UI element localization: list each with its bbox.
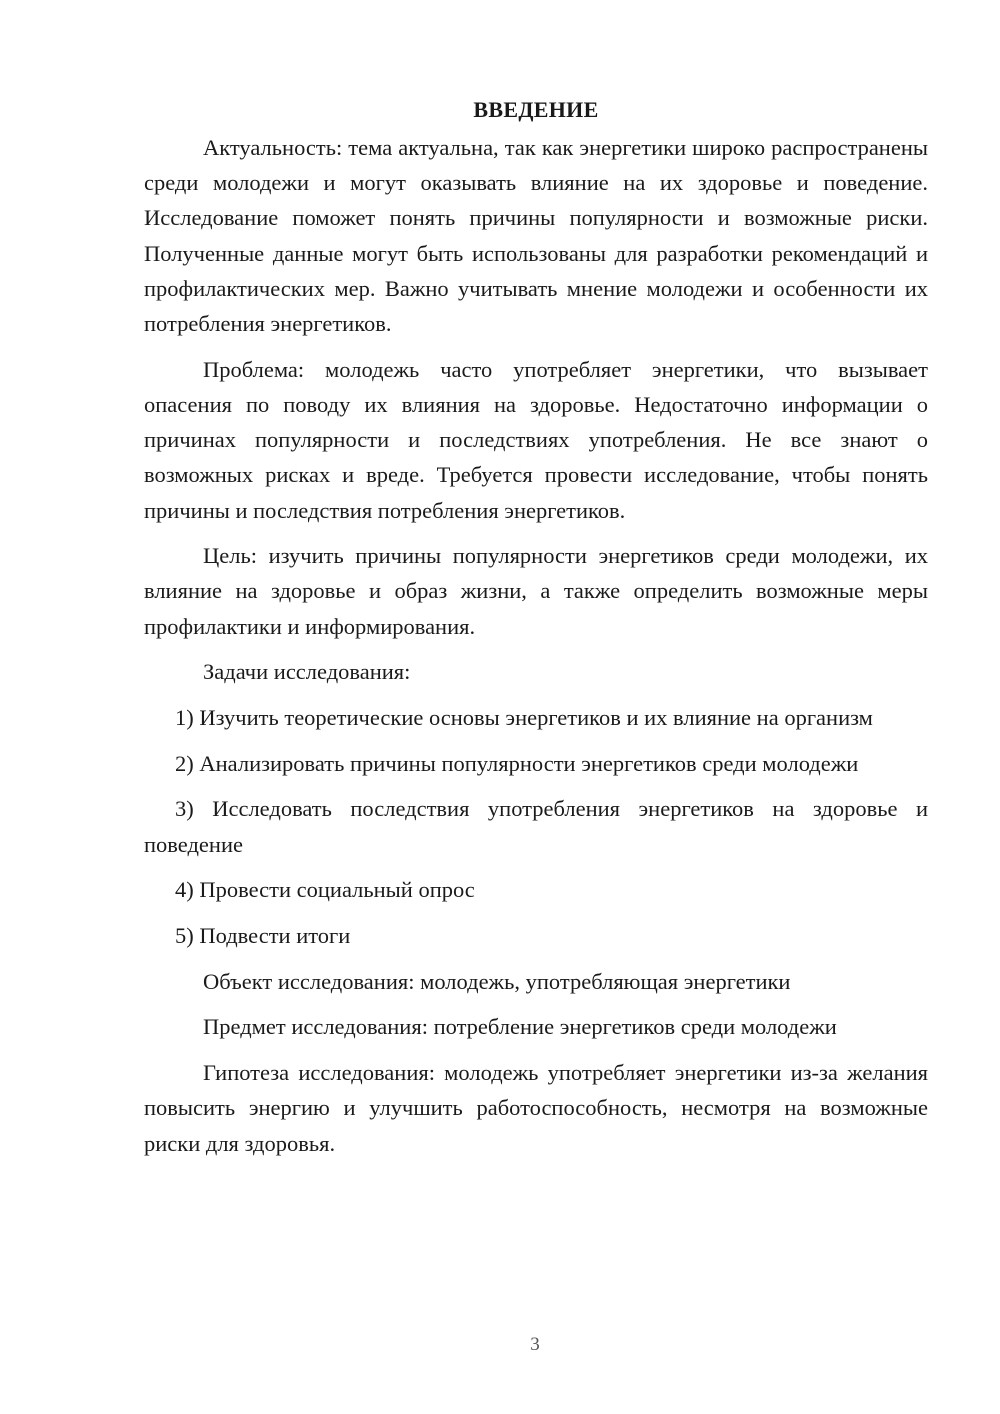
paragraph-object: Объект исследования: молодежь, употребляющая энергетики [203, 968, 791, 994]
page-number: 3 [530, 1334, 540, 1355]
task-item-3: 3) Исследовать последствия употребления энергетиков на здоровье и поведение [144, 796, 928, 857]
task-item-5: 5) Подвести итоги [175, 923, 351, 949]
paragraph-relevance: Актуальность: тема актуальна, так как энергетики широко распространены среди молодежи и могут оказывать влияние на их здоровье и поведение. Исследование поможет понять причины популярности и возможные риски. Полученные данные могут быть использованы для разработки рекомендаций и профилактических мер. Важно учитывать мнение молодежи и особенности их потребления энергетиков. [144, 135, 928, 337]
document-page [144, 90, 928, 1171]
task-item-4: 4) Провести социальный опрос [175, 877, 475, 903]
page-title: ВВЕДЕНИЕ [473, 97, 599, 122]
task-item-1: 1) Изучить теоретические основы энергетиков и их влияние на организм [175, 705, 873, 731]
paragraph-hypothesis: Гипотеза исследования: молодежь употребляет энергетики из-за желания повысить энергию и улучшить работоспособность, несмотря на возможные риски для здоровья. [144, 1060, 928, 1156]
tasks-heading: Задачи исследования: [203, 659, 411, 685]
paragraph-problem: Проблема: молодежь часто употребляет энергетики, что вызывает опасения по поводу их влияния на здоровье. Недостаточно информации о причинах популярности и последствиях употребления. Не все знают о возможных рисках и вреде. Требуется провести исследование, чтобы понять причины и последствия потребления энергетиков. [144, 356, 928, 523]
paragraph-goal: Цель: изучить причины популярности энергетиков среди молодежи, их влияние на здоровье и образ жизни, а также определить возможные меры профилактики и информирования. [144, 543, 928, 639]
task-item-2: 2) Анализировать причины популярности энергетиков среди молодежи [175, 750, 859, 776]
paragraph-subject: Предмет исследования: потребление энергетиков среди молодежи [203, 1014, 837, 1040]
